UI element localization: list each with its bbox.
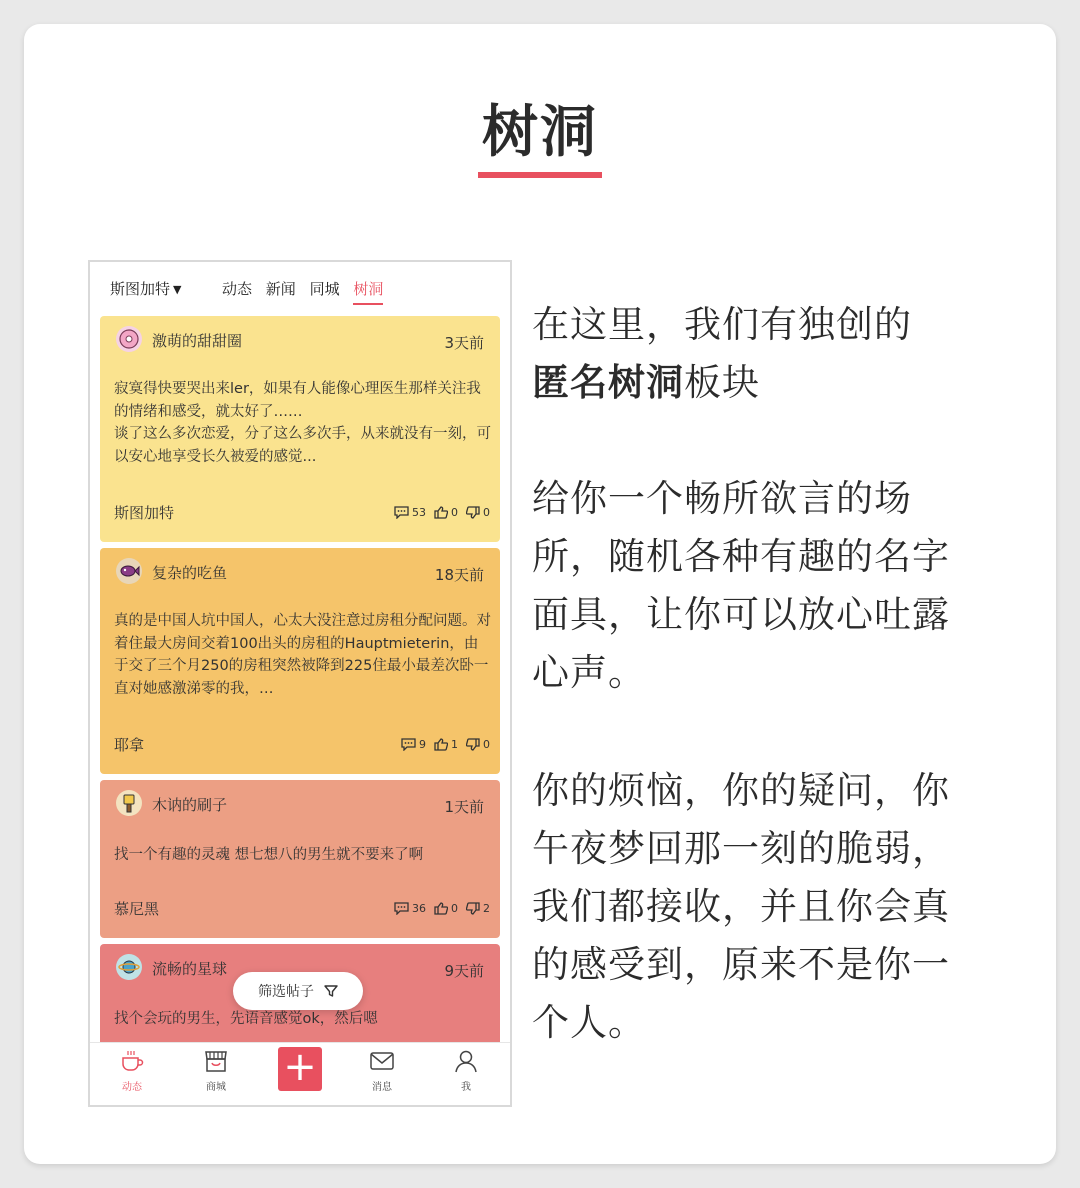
comment-count[interactable]: 53: [394, 506, 426, 519]
post-nickname: 复杂的吃鱼: [152, 564, 228, 582]
comment-icon: [394, 902, 409, 915]
post-body: 寂寞得快要哭出来ler，如果有人能像心理医生那样关注我的情绪和感受，就太好了…… 谈了这么多次恋爱，分了这么多次手，从来就没有一刻，可以安心地享受长久被爱的感觉...: [114, 381, 491, 465]
bottom-nav: [90, 1042, 510, 1106]
dislike-count[interactable]: 0: [466, 506, 490, 519]
post-stats: [393, 738, 490, 751]
dislike-count[interactable]: 2: [466, 902, 490, 915]
comment-icon: [394, 506, 409, 519]
post-card[interactable]: [100, 780, 500, 938]
intro-paragraph: 在这里，我们有独创的 匿名树洞板块: [532, 303, 912, 404]
dislike-count[interactable]: 0: [466, 738, 490, 751]
post-body: 真的是中国人坑中国人，心太大没注意过房租分配问题。对着住最大房间交着100出头的房租的Hauptmieterin，由于交了三个月250的房租突然被降到225住最小最差次卧一直对她感激涕零的我，…: [114, 613, 491, 697]
post-stats: [386, 902, 490, 915]
closing-paragraph: 你的烦恼，你的疑问，你 午夜梦回那一刻的脆弱， 我们都接收，并且你会真 的感受到，原来不是你一 个人。: [532, 769, 950, 1044]
title-underline: [478, 172, 602, 178]
user-icon: [453, 1049, 479, 1073]
post-city: 耶拿: [114, 736, 145, 754]
post-time: 18天前: [434, 566, 484, 584]
tab-treehole[interactable]: 树洞: [353, 278, 383, 305]
post-nickname: 流畅的星球: [152, 960, 228, 978]
post-nickname: 木讷的刷子: [152, 796, 228, 814]
thumbs-up-icon: [434, 902, 448, 915]
post-card[interactable]: [100, 316, 500, 542]
cup-icon: [119, 1049, 145, 1073]
feed-tabs: [222, 278, 392, 305]
comment-count[interactable]: 36: [394, 902, 426, 915]
nav-messages[interactable]: 消息: [352, 1049, 412, 1093]
filter-posts-button[interactable]: [233, 972, 363, 1010]
filter-posts-label: 筛选帖子: [258, 984, 314, 1000]
thumbs-up-icon: [434, 506, 448, 519]
add-post-button[interactable]: [278, 1044, 322, 1091]
brush-icon: [116, 790, 142, 816]
post-nickname: 激萌的甜甜圈: [152, 332, 243, 350]
tab-news[interactable]: 新闻: [265, 280, 296, 298]
top-bar: [90, 262, 510, 314]
comment-icon: [401, 738, 416, 751]
page-title: 树洞: [482, 100, 598, 165]
post-stats: [386, 506, 490, 519]
anonymous-treehole-highlight: 匿名树洞: [532, 361, 684, 404]
donut-icon: [116, 326, 142, 352]
plus-icon: +: [283, 1044, 317, 1090]
post-card[interactable]: [100, 548, 500, 774]
like-count[interactable]: 0: [434, 506, 458, 519]
post-time: 3天前: [444, 334, 484, 352]
nav-dongtai[interactable]: 动态: [102, 1049, 162, 1093]
nav-shop[interactable]: 商城: [186, 1049, 246, 1093]
caret-down-icon: ▼: [173, 283, 182, 296]
phone-screenshot: [88, 260, 512, 1107]
thumbs-down-icon: [466, 738, 480, 751]
fish-icon: [116, 558, 142, 584]
tab-dongtai[interactable]: 动态: [222, 280, 253, 298]
nav-me[interactable]: 我: [436, 1049, 496, 1093]
planet-icon: [116, 954, 142, 980]
city-selector-label: 斯图加特: [110, 280, 171, 298]
post-body: 找个会玩的男生，先语音感觉ok，然后嗯: [114, 1011, 378, 1027]
like-count[interactable]: 0: [434, 902, 458, 915]
tab-local[interactable]: 同城: [309, 280, 340, 298]
thumbs-up-icon: [434, 738, 448, 751]
mail-icon: [369, 1049, 395, 1073]
post-body: 找一个有趣的灵魂 想七想八的男生就不要来了啊: [114, 847, 424, 863]
comment-count[interactable]: 9: [401, 738, 426, 751]
city-selector[interactable]: [110, 278, 181, 299]
thumbs-down-icon: [466, 506, 480, 519]
feature-paragraph: 给你一个畅所欲言的场 所，随机各种有趣的名字 面具，让你可以放心吐露 心声。: [532, 477, 950, 694]
post-time: 9天前: [444, 962, 484, 980]
shop-icon: [203, 1049, 229, 1073]
like-count[interactable]: 1: [434, 738, 458, 751]
filter-icon: [324, 984, 338, 998]
thumbs-down-icon: [466, 902, 480, 915]
post-time: 1天前: [444, 798, 484, 816]
post-city: 慕尼黑: [114, 900, 160, 918]
post-city: 斯图加特: [114, 504, 175, 522]
